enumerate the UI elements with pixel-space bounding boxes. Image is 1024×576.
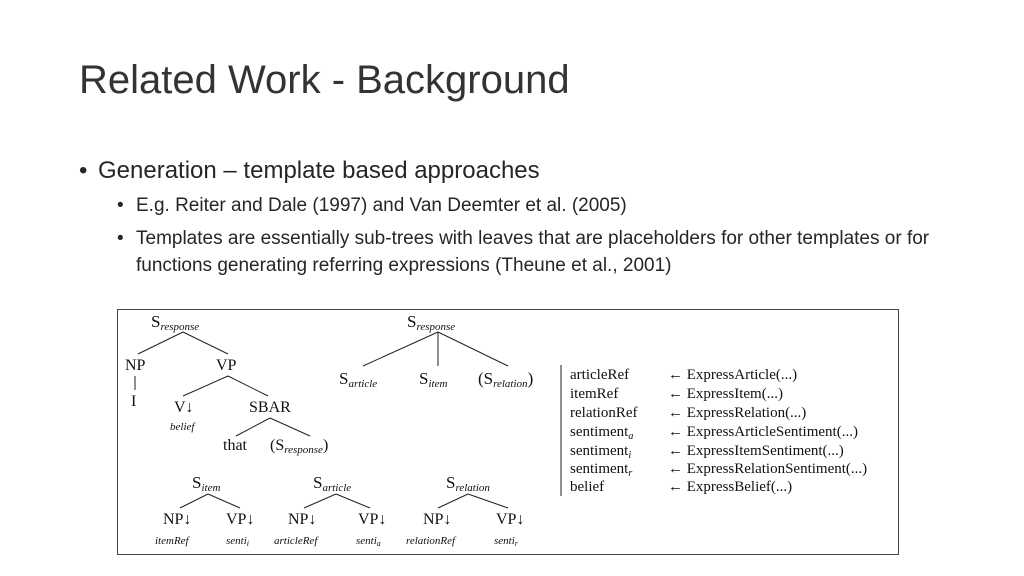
sub-bullet-examples: • E.g. Reiter and Dale (1997) and Van Deemter et al. (2005) — [117, 192, 959, 219]
t1-that: that — [223, 437, 247, 454]
st-relation-vp: VP↓ — [496, 511, 525, 528]
fn-expr-3: ← ExpressArticleSentiment(...) — [668, 424, 858, 440]
bullet-list — [79, 156, 959, 279]
tree-diagram — [118, 310, 898, 554]
tree-response-entities — [339, 312, 533, 390]
st-article-np: NP↓ — [288, 511, 317, 528]
t2-root: Sresponse — [407, 312, 456, 333]
st-item-root: Sitem — [192, 473, 221, 494]
fn-expr-1: ← ExpressItem(...) — [668, 386, 783, 402]
fn-name-5: sentiment$_r$ — [570, 461, 633, 479]
function-mapping-list — [570, 367, 867, 495]
t1-belief: belief — [170, 421, 195, 433]
fn-expr-6: ← ExpressBelief(...) — [668, 479, 793, 495]
tree-s-item — [155, 473, 254, 548]
t2-s-article: Sarticle — [339, 369, 378, 390]
fn-name-2: relationRef — [570, 405, 638, 421]
st-article-np-leaf: articleRef — [274, 535, 318, 547]
st-relation-root: Srelation — [446, 473, 490, 494]
slide-title: Related Work - Background — [79, 58, 570, 102]
st-relation-np: NP↓ — [423, 511, 452, 528]
fn-name-4: sentiment$_i$ — [570, 443, 632, 461]
st-item-vp-leaf: sentii — [226, 535, 250, 548]
t1-np: NP — [125, 357, 146, 374]
t1-s-response: (Sresponse) — [270, 437, 329, 456]
fn-name-1: itemRef — [570, 386, 619, 402]
tree-s-relation — [406, 473, 524, 548]
st-relation-vp-leaf: sentir — [494, 535, 518, 548]
fn-name-6: belief — [570, 479, 605, 495]
t2-s-relation: (Srelation) — [478, 369, 534, 390]
st-relation-np-leaf: relationRef — [406, 535, 456, 547]
fn-name-0: articleRef — [570, 367, 630, 383]
t1-vp: VP — [216, 357, 237, 374]
t1-root: Sresponse — [151, 312, 200, 333]
fn-expr-2: ← ExpressRelation(...) — [668, 405, 807, 421]
t2-s-item: Sitem — [419, 369, 448, 390]
t1-sbar: SBAR — [249, 399, 291, 416]
bullet-generation: • Generation – template based approaches — [79, 156, 959, 186]
t1-i: I — [131, 393, 137, 410]
st-article-root: Sarticle — [313, 473, 352, 494]
fn-expr-4: ← ExpressItemSentiment(...) — [668, 443, 844, 459]
st-item-np: NP↓ — [163, 511, 192, 528]
tree-s-article — [274, 473, 386, 548]
t1-v: V↓ — [174, 399, 194, 416]
fn-expr-5: ← ExpressRelationSentiment(...) — [668, 461, 868, 477]
fn-expr-0: ← ExpressArticle(...) — [668, 367, 798, 383]
template-tree-figure — [117, 309, 899, 555]
st-article-vp: VP↓ — [358, 511, 387, 528]
st-item-vp: VP↓ — [226, 511, 255, 528]
tree-response-belief — [125, 312, 328, 456]
sub-bullet-templates: • Templates are essentially sub-trees with leaves that are placeholders for other templates or for functions generating referring expressions (Theune et al., 2001) — [117, 225, 959, 279]
st-article-vp-leaf: sentia — [356, 535, 381, 548]
fn-name-3: sentiment$_a$ — [570, 424, 634, 442]
st-item-np-leaf: itemRef — [155, 535, 189, 547]
